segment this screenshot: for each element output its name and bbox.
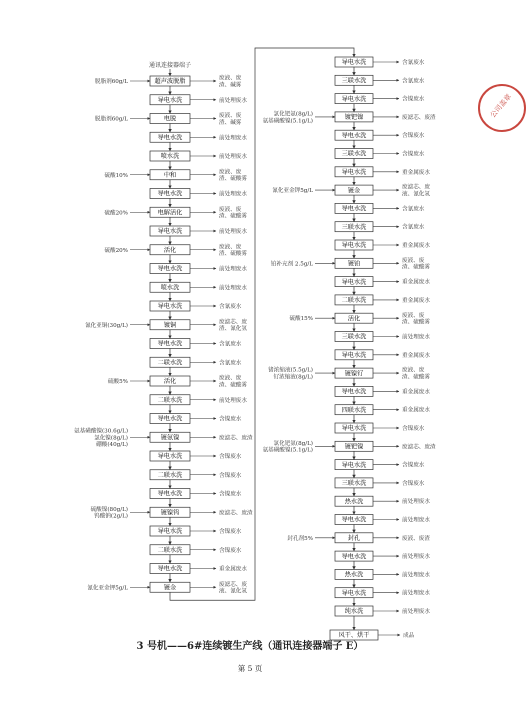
left-output-label: 废滤芯、废渣	[219, 435, 253, 442]
right-output-label: 前处理废水	[402, 517, 430, 524]
left-output-label: 前处理废水	[219, 229, 247, 235]
left-step-label: 中和	[163, 171, 177, 179]
right-output-label: 废滤芯、废渣	[402, 114, 436, 121]
right-output-label: 含氰废水	[402, 78, 425, 85]
right-output-label: 前处理废水	[402, 334, 430, 341]
right-step-label: 镀钯镍	[344, 443, 364, 451]
right-step-label: 镀镍钌	[344, 370, 364, 378]
left-output-label: 渣、碱雾	[219, 119, 242, 126]
company-seal	[478, 84, 526, 132]
right-step-label: 封孔	[347, 535, 361, 542]
left-output-label: 液、氰化氢	[219, 588, 247, 595]
left-input-label: 氰化亚铜(30g/L)	[84, 322, 128, 329]
right-step-label: 热水洗	[344, 571, 364, 579]
right-step-label: 导电水洗	[341, 205, 367, 213]
left-step-label: 镀镍钨	[160, 509, 180, 517]
left-input-label: 硫酸5%	[107, 379, 128, 385]
right-step-label: 镀铂	[347, 260, 361, 268]
left-input-label: 硫酸10%	[104, 172, 128, 179]
right-output-label: 含氰废水	[402, 224, 425, 231]
left-step-label: 电解活化	[157, 209, 183, 217]
right-input-label: 硫酸15%	[289, 316, 313, 323]
right-output-label: 含氰废水	[402, 60, 425, 66]
left-input-label: 脱脂剂60g/L	[94, 79, 128, 85]
right-output-label: 废液、废渣	[402, 535, 430, 542]
right-output-label: 废液、废	[402, 257, 425, 264]
left-step-label: 导电水洗	[157, 228, 183, 236]
right-step-label: 三联水洗	[341, 480, 367, 488]
right-output-label: 重金属废水	[402, 243, 430, 249]
right-output-label: 重金属废水	[402, 297, 430, 304]
left-step-label: 导电水洗	[157, 190, 183, 198]
right-output-label: 渣、硫酸雾	[402, 264, 430, 271]
left-output-label: 前处理废水	[219, 97, 247, 104]
left-output-label: 前处理废水	[219, 154, 247, 160]
left-step-label: 喷水洗	[160, 284, 180, 292]
left-step-label: 导电水洗	[157, 303, 183, 311]
seal-text: 公司盖章	[488, 92, 514, 120]
left-output-label: 废液、废	[219, 206, 242, 213]
right-input-label: 氨基磺酸镍(5.1g/L)	[262, 447, 313, 454]
right-output-label: 渣、硫酸雾	[402, 374, 430, 381]
left-output-label: 含氰废水	[219, 341, 242, 348]
right-output-label: 废滤芯、废	[402, 184, 430, 191]
left-step-label: 导电水洗	[157, 265, 183, 273]
left-step-label: 活化	[163, 378, 177, 386]
right-output-label: 前处理废水	[402, 590, 430, 597]
right-input-label: 氨基磺酸镍(5.1g/L)	[262, 118, 313, 125]
right-step-label: 三联水洗	[341, 333, 367, 341]
right-output-label: 含镍废水	[402, 462, 425, 469]
left-output-label: 前处理废水	[219, 397, 247, 404]
left-output-label: 废滤芯、废渣	[219, 510, 253, 517]
left-output-label: 含氰废水	[219, 360, 242, 367]
left-output-label: 渣、硫酸雾	[219, 176, 247, 183]
left-step-label: 导电水洗	[157, 565, 183, 573]
left-step-label: 喷水洗	[160, 153, 180, 161]
left-input-label: 氨基磺酸镍(30.6g/L)	[74, 428, 128, 435]
left-output-label: 含镍废水	[219, 454, 242, 460]
connector-lines	[170, 48, 354, 600]
right-input-label: 封孔剂5%	[287, 535, 313, 542]
right-output-label: 含镍废水	[402, 480, 425, 487]
right-step-label: 三联水洗	[341, 150, 367, 158]
right-output-label: 液、氰化氢	[402, 191, 430, 198]
right-step-label: 导电水洗	[341, 516, 367, 524]
left-step-label: 导电水洗	[157, 490, 183, 498]
right-step-label: 镀钯镍	[344, 114, 364, 122]
right-step-label: 导电水洗	[341, 461, 367, 469]
left-step-label: 导电水洗	[157, 340, 183, 348]
right-output-label: 重金属废水	[402, 169, 430, 176]
right-input-label: 氯化钯氨(8g/L)	[273, 111, 313, 118]
right-input-label: 锗浓缩液(5.5g/L)	[268, 367, 313, 374]
left-input-label: 硼酸(40g/L)	[96, 442, 128, 449]
left-output-label: 废液、废	[219, 113, 242, 120]
right-step-label: 导电水洗	[341, 242, 367, 250]
right-output-label: 含镍废水	[402, 133, 425, 140]
right-output-label: 重金属废水	[402, 389, 430, 396]
right-output-label: 前处理废水	[402, 609, 430, 615]
left-step-label: 导电水洗	[157, 453, 183, 461]
right-step-label: 导电水洗	[341, 388, 367, 396]
left-step-label: 二联水洗	[157, 396, 183, 404]
right-output-label: 含镍废水	[402, 151, 425, 158]
left-step-label: 导电水洗	[157, 96, 183, 104]
right-output-label: 重金属废水	[402, 407, 430, 414]
right-output-label: 前处理废水	[402, 499, 430, 506]
right-step-label: 导电水洗	[341, 352, 367, 359]
right-step-label: 导电水洗	[341, 553, 367, 561]
left-step-label: 超声波脱脂	[154, 78, 186, 86]
right-output-label: 废滤芯、废渣	[402, 444, 436, 451]
right-step-label: 二联水洗	[341, 297, 367, 305]
right-process-column	[263, 57, 436, 640]
page-number: 第 5 页	[237, 664, 263, 673]
right-output-label: 废液、废	[402, 312, 425, 319]
right-step-label: 活化	[347, 315, 361, 323]
left-output-label: 渣、硫酸雾	[219, 251, 247, 258]
left-output-label: 含镍废水	[219, 491, 242, 498]
left-output-label: 含镍废水	[219, 529, 242, 535]
left-output-label: 含镍废水	[219, 472, 242, 479]
right-step-label: 镀金	[347, 187, 361, 195]
right-output-label: 渣、硫酸雾	[402, 319, 430, 326]
left-step-label: 镀铜	[163, 321, 177, 329]
right-step-label: 三联水洗	[341, 223, 367, 231]
right-output-label: 重金属废水	[402, 279, 430, 286]
right-step-label: 导电水洗	[341, 95, 367, 103]
right-output-label: 含镍废水	[402, 96, 425, 103]
left-input-label: 氰化亚金钾5g/L	[87, 585, 128, 592]
left-output-label: 渣、碱雾	[219, 82, 242, 89]
left-step-label: 二联水洗	[157, 471, 183, 479]
right-step-label: 导电水洗	[341, 278, 367, 286]
left-step-label: 电脱	[163, 115, 177, 123]
left-output-label: 含氰废水	[219, 304, 242, 310]
left-input-label: 硫酸20%	[104, 247, 128, 254]
left-output-label: 前处理废水	[219, 285, 247, 292]
left-output-label: 重金属废水	[219, 566, 247, 573]
left-input-label: 硫酸镍(80g/L)	[90, 506, 128, 513]
right-input-label: 钌浓缩液(8g/L)	[273, 374, 313, 381]
left-output-label: 废滤芯、废	[219, 581, 247, 588]
left-output-label: 渣、硫酸雾	[219, 382, 247, 389]
left-output-label: 废液、废	[219, 375, 242, 382]
left-process-column	[74, 74, 253, 595]
left-output-label: 前处理废水	[219, 266, 247, 273]
right-output-label: 重金属废水	[402, 352, 430, 359]
left-input-label: 脱脂剂60g/L	[94, 116, 128, 123]
left-step-label: 导电水洗	[157, 528, 183, 536]
column-connector-line	[170, 48, 354, 600]
left-step-label: 二联水洗	[157, 359, 183, 367]
left-step-label: 二联水洗	[157, 546, 183, 554]
right-output-label: 废液、废	[402, 367, 425, 374]
right-step-label: 纯水洗	[344, 608, 364, 616]
left-output-label: 含镍废水	[219, 547, 242, 554]
left-output-label: 废液、废	[219, 244, 242, 251]
left-step-label: 镀金	[163, 584, 177, 592]
left-output-label: 废液、废	[219, 169, 242, 176]
right-input-label: 氯化钯氨(8g/L)	[273, 440, 313, 447]
left-input-label: 硫酸20%	[104, 210, 128, 217]
left-output-label: 渣、氰化氢	[219, 326, 247, 333]
right-input-label: 氰化亚金钾5g/L	[272, 188, 313, 195]
right-step-label: 导电水洗	[341, 169, 367, 176]
left-output-label: 废滤芯、废	[219, 319, 247, 326]
final-output-label: 成品	[403, 633, 415, 639]
left-step-label: 活化	[163, 246, 177, 254]
left-output-label: 前处理废水	[219, 191, 247, 198]
left-step-label: 镀氨镍	[160, 434, 180, 442]
figure-caption: 3 号机——6#连续镀生产线（通讯连接器端子 E）	[136, 641, 364, 652]
right-output-label: 含氰废水	[402, 206, 425, 213]
diagram-title: 通讯连接器端子	[148, 62, 192, 69]
right-step-label: 导电水洗	[341, 132, 367, 140]
left-output-label: 前处理废水	[219, 135, 247, 142]
left-input-label: 氯化镍(8g/L)	[94, 435, 128, 442]
right-output-label: 前处理废水	[402, 554, 430, 561]
right-output-label: 前处理废水	[402, 572, 430, 579]
right-step-label: 导电水洗	[341, 425, 367, 433]
left-output-label: 含镍废水	[219, 416, 242, 423]
final-step-label: 风干、烘干	[338, 632, 370, 640]
left-step-label: 导电水洗	[157, 415, 183, 423]
right-input-label: 铂补充剂 2.5g/L	[270, 261, 313, 268]
right-step-label: 三联水洗	[341, 77, 367, 85]
left-output-label: 渣、硫酸雾	[219, 213, 247, 220]
right-step-label: 热水洗	[344, 498, 364, 506]
left-input-label: 钨酸钠(2g/L)	[94, 513, 128, 520]
right-output-label: 含镍废水	[402, 426, 425, 432]
left-output-label: 废液、废	[219, 75, 242, 82]
left-step-label: 导电水洗	[157, 134, 183, 142]
right-step-label: 导电水洗	[341, 589, 367, 597]
right-step-label: 四联水洗	[341, 406, 367, 414]
right-step-label: 导电水洗	[341, 59, 367, 67]
